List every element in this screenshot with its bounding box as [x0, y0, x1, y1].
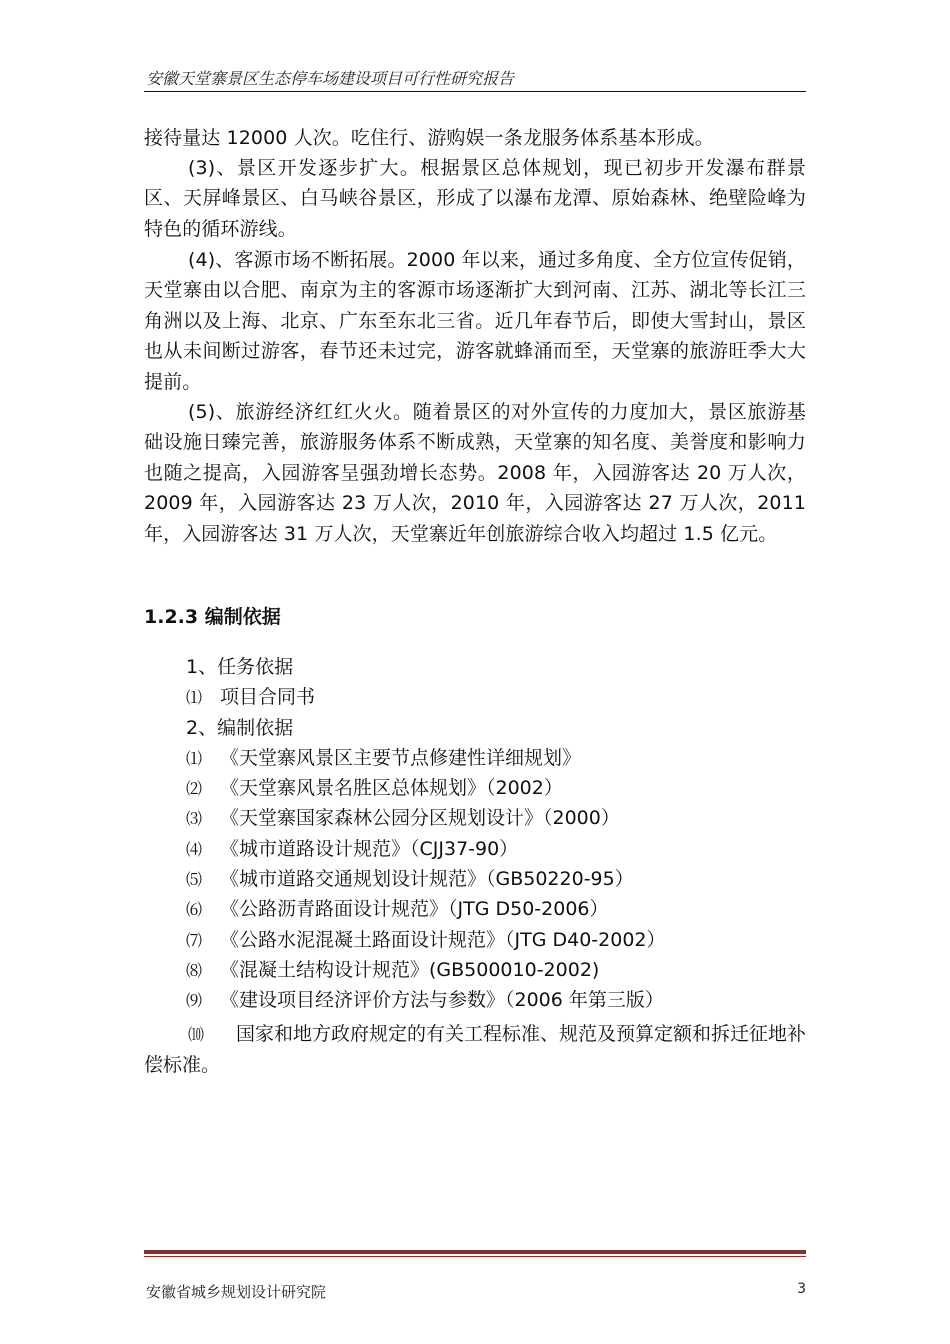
list-item-text: 《城市道路设计规范》（CJJ37-90）: [220, 837, 519, 860]
paragraph-4: (5)、旅游经济红红火火。随着景区的对外宣传的力度加大，景区旅游基础设施日臻完善，旅游服务体系不断成熟，天堂寨的知名度、美誉度和影响力也随之提高，入园游客呈强劲增长态势。2008 年，入园游客达 20 万人次，2009 年，入园游客达 23 万人次，2010 年，入园游客达 27 万人次，2011 年，入园游客达 31 万人次，天堂寨近年创旅游综合收入均超过 1.5 亿元。: [144, 401, 806, 545]
footer-divider-thin: [144, 1256, 806, 1257]
list-item: [186, 743, 806, 773]
list-item-text: 《城市道路交通规划设计规范》（GB50220-95）: [220, 868, 634, 891]
list-item-text: 项目合同书: [220, 686, 316, 709]
list-item-marker: ⑷: [186, 839, 203, 859]
list-item-marker: ⑵: [186, 779, 203, 799]
list-item-marker: ⑴: [186, 748, 203, 768]
list-item-marker: ⑹: [186, 900, 203, 920]
list-item-marker: ⑻: [186, 960, 203, 980]
list-item-last: [144, 1019, 806, 1081]
list-item-text: 1、任务依据: [186, 656, 294, 678]
basis-list: [186, 652, 806, 1016]
list-item: [186, 985, 806, 1015]
list-item-text: 《混凝土结构设计规范》(GB500010-2002): [220, 958, 600, 981]
list-item-marker: ⑶: [186, 809, 203, 829]
list-item: [186, 803, 806, 833]
list-item-text: 国家和地方政府规定的有关工程标准、规范及预算定额和拆迁征地补偿标准。: [144, 1023, 807, 1077]
list-item: [186, 682, 806, 712]
list-item-text: 《天堂寨风景名胜区总体规划》（2002）: [220, 777, 563, 800]
page-header-title: 安徽天堂寨景区生态停车场建设项目可行性研究报告: [146, 71, 515, 88]
paragraph-2: (3)、景区开发逐步扩大。根据景区总体规划，现已初步开发瀑布群景区、天屏峰景区、白马峡谷景区，形成了以瀑布龙潭、原始森林、绝壁险峰为特色的循环游线。: [144, 157, 806, 240]
footer-divider-thick: [144, 1250, 806, 1254]
list-item: [186, 925, 806, 955]
list-item-text: 《公路沥青路面设计规范》（JTG D50-2006）: [220, 898, 609, 921]
list-item-text: 《公路水泥混凝土路面设计规范》（JTG D40-2002）: [220, 928, 666, 951]
list-item: [186, 713, 806, 743]
list-item: [186, 864, 806, 894]
list-item: [186, 652, 806, 682]
list-item-text: 《天堂寨国家森林公园分区规划设计》（2000）: [220, 807, 620, 830]
list-item: [186, 955, 806, 985]
list-item: [186, 894, 806, 924]
section-heading: 1.2.3 编制依据: [144, 606, 281, 628]
list-item-marker: ⑽: [188, 1025, 205, 1044]
list-item-marker: ⑼: [186, 991, 203, 1011]
page-number: 3: [797, 1281, 806, 1297]
list-item-marker: ⑸: [186, 870, 203, 890]
list-item-text: 《建设项目经济评价方法与参数》（2006 年第三版）: [220, 989, 664, 1012]
header-divider: [144, 91, 806, 92]
paragraph-1: 接待量达 12000 人次。吃住行、游购娱一条龙服务体系基本形成。: [144, 127, 714, 149]
paragraph-3: (4)、客源市场不断拓展。2000 年以来，通过多角度、全方位宣传促销，天堂寨由以合肥、南京为主的客源市场逐渐扩大到河南、江苏、湖北等长江三角洲以及上海、北京、广东至东北三省。近几年春节后，即使大雪封山，景区也从未间断过游客，春节还未过完，游客就蜂涌而至，天堂寨的旅游旺季大大提前。: [144, 249, 806, 393]
list-item: [186, 834, 806, 864]
footer-organization: 安徽省城乡规划设计研究院: [146, 1283, 327, 1301]
list-item-marker: ⑺: [186, 930, 203, 950]
list-item-text: 《天堂寨风景区主要节点修建性详细规划》: [220, 746, 582, 769]
list-item-text: 2、编制依据: [186, 716, 294, 739]
list-item: [186, 773, 806, 803]
list-item-marker: ⑴: [186, 688, 203, 708]
